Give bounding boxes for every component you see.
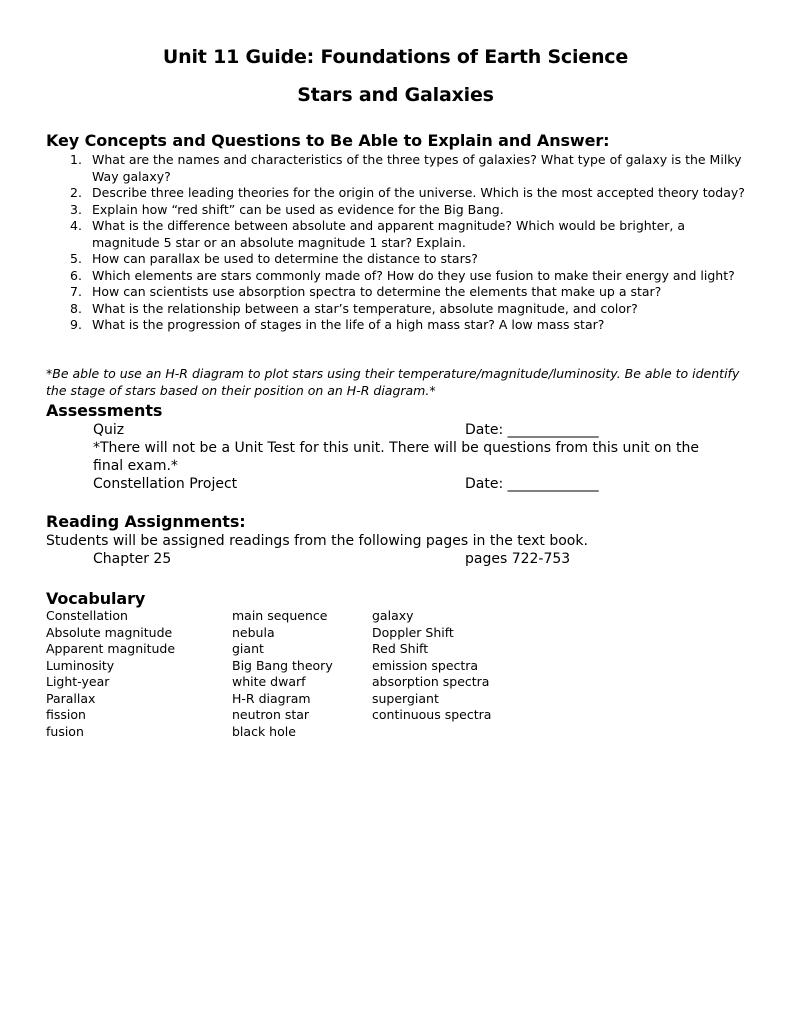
list-item-text: What is the difference between absolute and apparent magnitude? Which would be brighter, a magnitude 5 star or an absolute magnitude 1 star? Explain. [92, 218, 686, 250]
project-date: Date: _____________ [465, 476, 599, 492]
list-item-number: 2. [70, 185, 82, 200]
list-item-number: 1. [70, 152, 82, 167]
vocab-term: black hole [232, 723, 296, 739]
reading-heading: Reading Assignments: [46, 512, 246, 531]
vocab-term: Doppler Shift [372, 624, 454, 640]
list-item-number: 6. [70, 267, 82, 283]
list-item-number: 7. [70, 284, 82, 299]
vocab-term: Light-year [46, 674, 110, 689]
list-item-number: 5. [70, 251, 82, 266]
hr-diagram-note: *Be able to use an H-R diagram to plot stars using their temperature/magnitude/luminosity. Be able to identify the stage of stars based on their position on an H-R diagram.* [46, 366, 740, 398]
list-item-text: How can scientists use absorption spectra to determine the elements that make up a star? [92, 284, 662, 299]
vocab-term: white dwarf [232, 674, 306, 689]
quiz-date: Date: _____________ [465, 422, 599, 438]
reading-chapter: Chapter 25 [93, 551, 172, 567]
vocab-term: Apparent magnitude [46, 641, 176, 656]
unit-test-note: *There will not be a Unit Test for this unit. There will be questions from this unit on the final exam.* [93, 440, 699, 474]
project-label: Constellation Project [93, 476, 238, 492]
list-item-number: 3. [70, 201, 82, 217]
vocab-term: Luminosity [46, 657, 115, 673]
vocab-term: emission spectra [372, 657, 479, 673]
vocab-term: Constellation [46, 608, 128, 623]
list-item [46, 301, 746, 318]
list-item [46, 317, 746, 334]
list-item-text: Explain how “red shift” can be used as evidence for the Big Bang. [92, 201, 504, 217]
vocab-term: H-R diagram [232, 690, 311, 706]
list-item-text: What is the progression of stages in the life of a high mass star? A low mass star? [92, 317, 605, 332]
vocab-column-2 [232, 608, 333, 740]
vocab-column-1 [46, 608, 175, 740]
vocab-term: supergiant [372, 690, 439, 706]
vocab-term: continuous spectra [372, 707, 492, 722]
list-item-text: How can parallax be used to determine the distance to stars? [92, 251, 478, 266]
vocab-term: galaxy [372, 608, 414, 623]
list-item [46, 152, 746, 185]
vocab-term: fusion [46, 723, 84, 739]
page-subtitle: Stars and Galaxies [297, 84, 494, 106]
vocab-term: fission [46, 707, 86, 722]
list-item-number: 4. [70, 218, 82, 233]
vocab-term: Parallax [46, 690, 96, 706]
vocab-term: main sequence [232, 608, 328, 623]
list-item-text: Which elements are stars commonly made of? How do they use fusion to make their energy and light? [92, 267, 735, 283]
list-item [46, 185, 746, 202]
vocab-term: neutron star [232, 707, 310, 722]
list-item-text: What are the names and characteristics of the three types of galaxies? What type of galaxy is the Milky Way galaxy? [92, 152, 742, 184]
reading-pages: pages 722-753 [465, 551, 571, 567]
vocabulary-heading: Vocabulary [46, 589, 146, 608]
vocab-column-3 [372, 608, 491, 724]
reading-intro: Students will be assigned readings from the following pages in the text book. [46, 533, 588, 549]
assessments-heading: Assessments [46, 401, 163, 420]
list-item-text: What is the relationship between a star’s temperature, absolute magnitude, and color? [92, 300, 638, 316]
list-item-number: 9. [70, 317, 82, 332]
list-item [46, 251, 746, 268]
vocab-term: giant [232, 641, 264, 656]
questions-list [46, 152, 746, 334]
vocab-term: Red Shift [372, 641, 429, 656]
quiz-label: Quiz [93, 422, 125, 438]
list-item [46, 268, 746, 285]
list-item-number: 8. [70, 300, 82, 316]
list-item [46, 218, 746, 251]
list-item [46, 202, 746, 219]
page-title: Unit 11 Guide: Foundations of Earth Science [162, 46, 629, 68]
key-concepts-heading: Key Concepts and Questions to Be Able to Explain and Answer: [46, 131, 610, 150]
list-item-text: Describe three leading theories for the origin of the universe. Which is the most accepted theory today? [92, 185, 745, 200]
list-item [46, 284, 746, 301]
vocab-term: Absolute magnitude [46, 624, 173, 640]
vocab-term: absorption spectra [372, 674, 490, 689]
vocab-term: nebula [232, 624, 275, 640]
vocab-term: Big Bang theory [232, 657, 333, 673]
